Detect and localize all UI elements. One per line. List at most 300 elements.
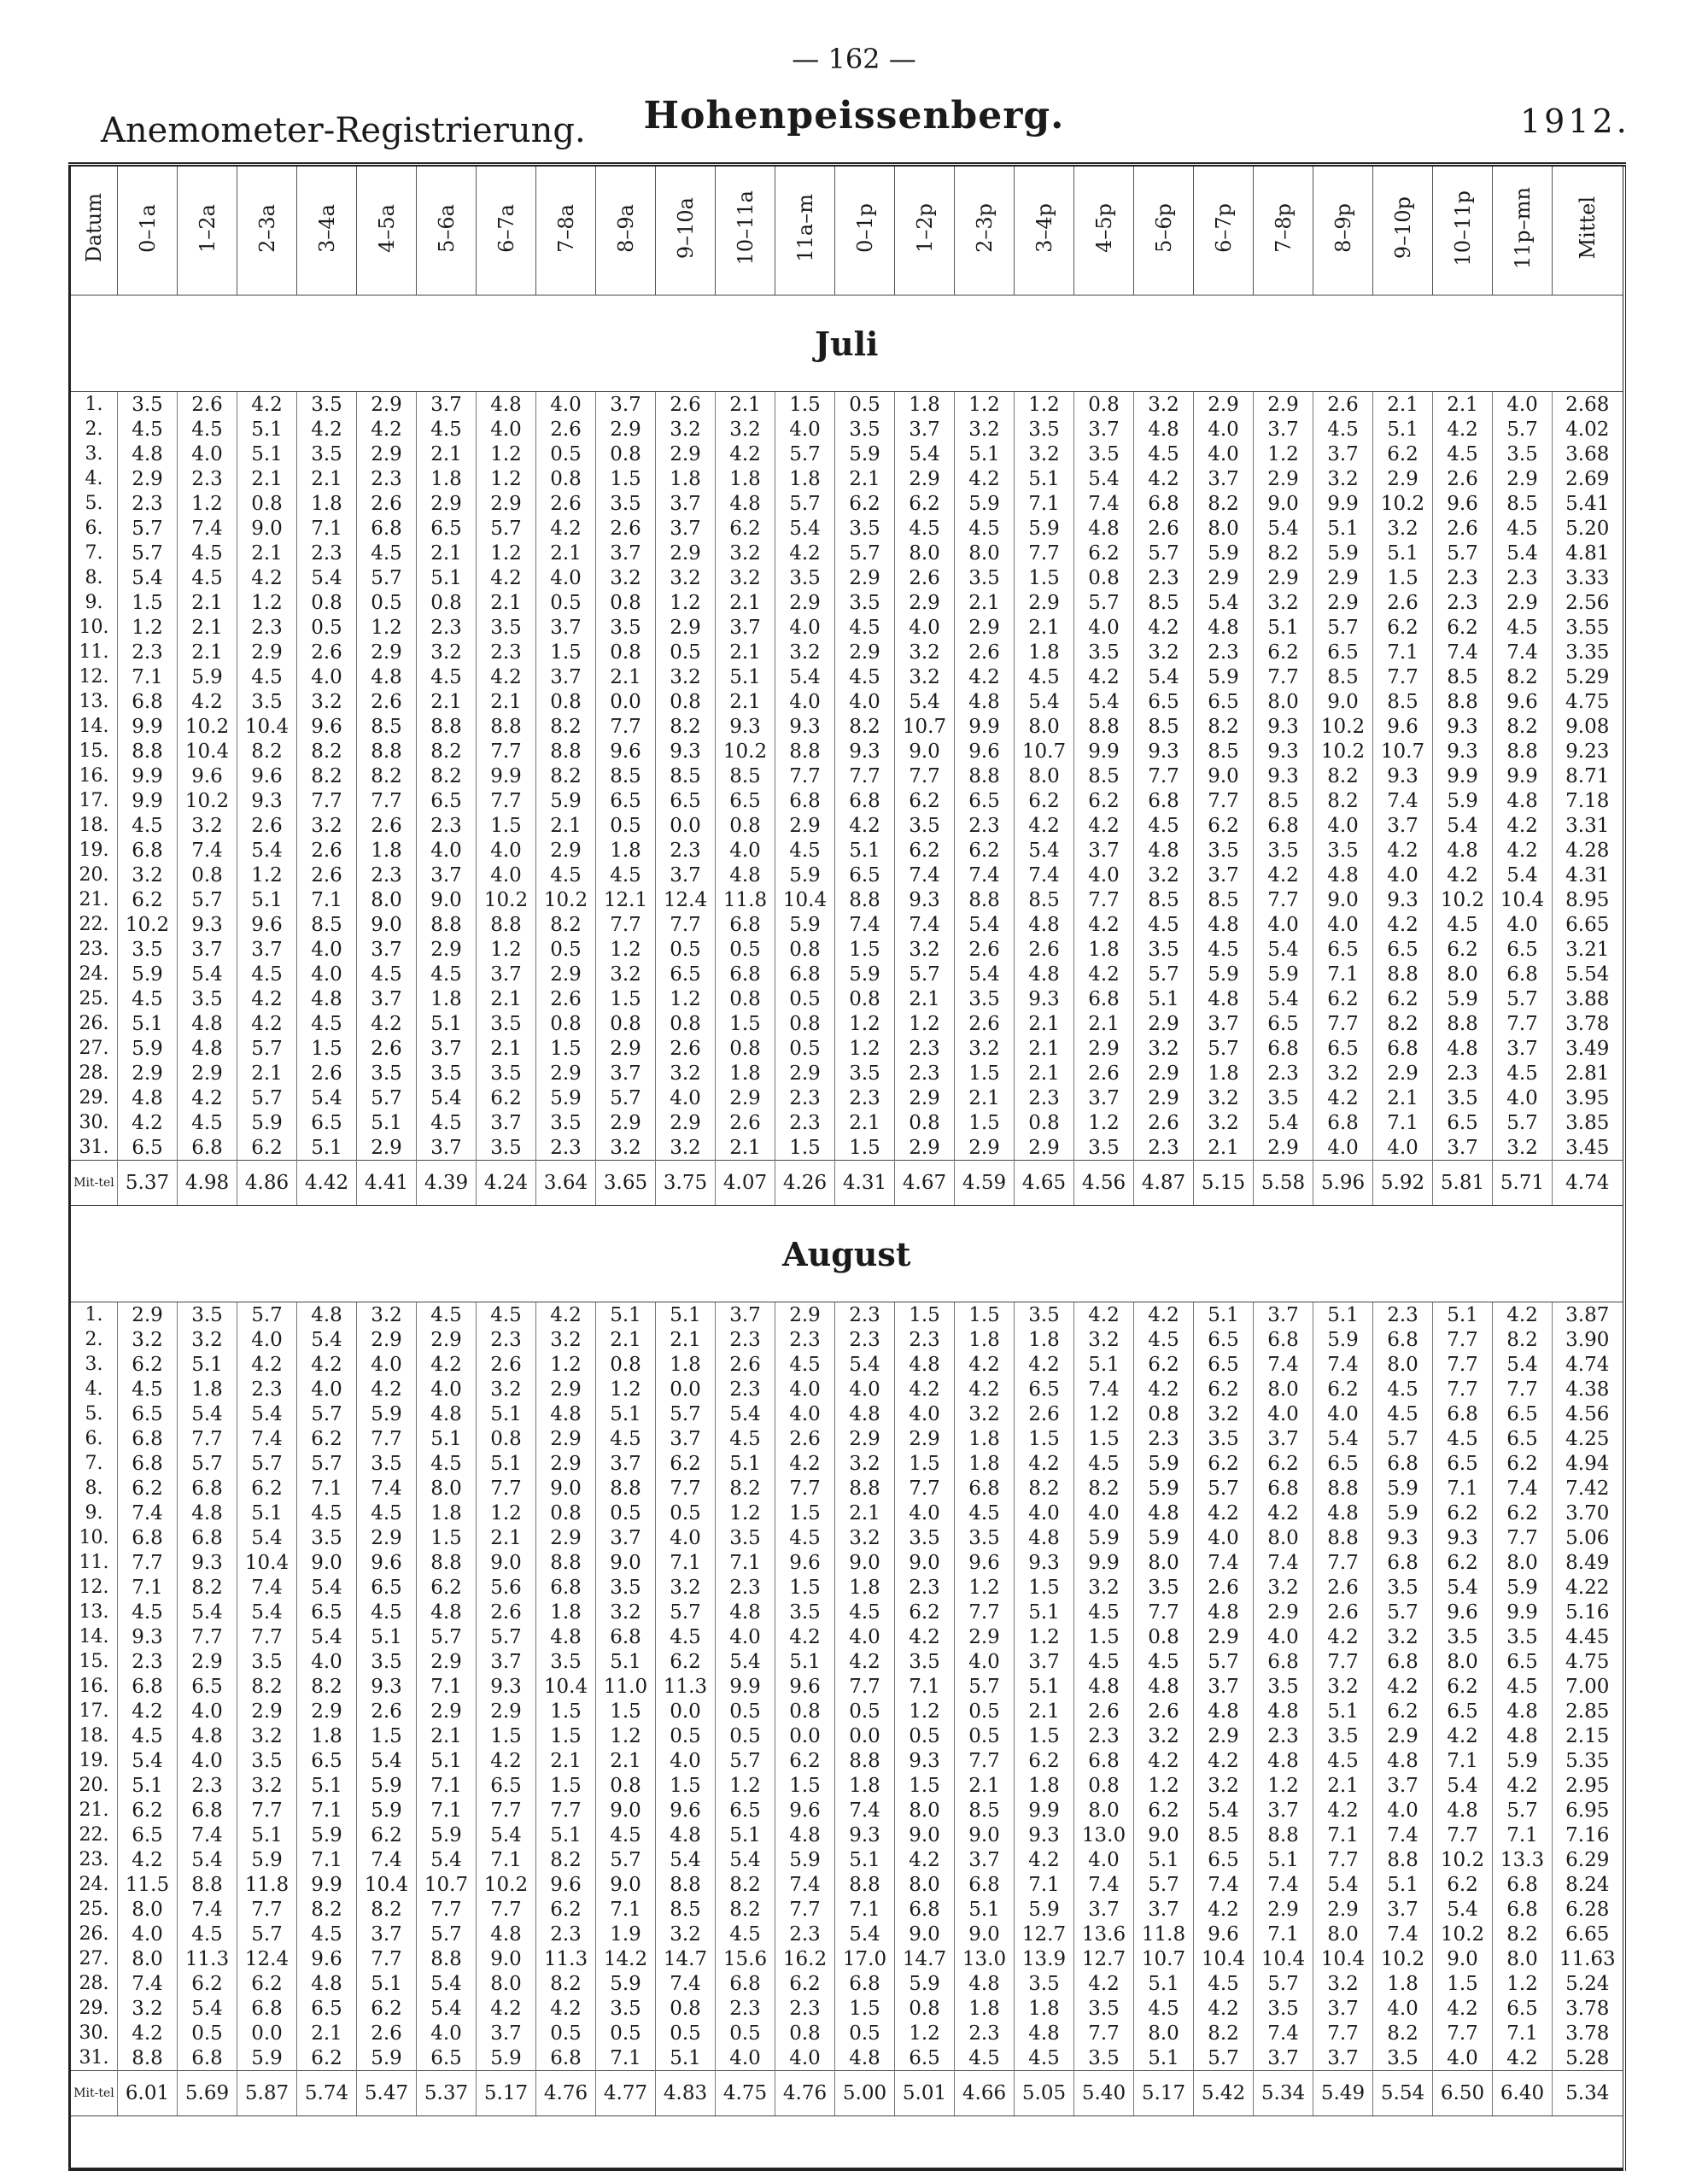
hour-value-cell: 2.1 <box>716 590 775 615</box>
hour-value-cell: 3.2 <box>297 689 357 714</box>
hour-value-cell: 5.7 <box>775 442 835 466</box>
hour-value-cell: 0.5 <box>835 392 895 418</box>
daily-mean-cell: 8.24 <box>1553 1872 1624 1897</box>
hour-value-cell: 3.5 <box>178 986 237 1011</box>
hour-value-cell: 6.2 <box>656 1649 716 1674</box>
day-cell: 3. <box>70 442 118 466</box>
day-cell: 27. <box>70 1946 118 1971</box>
hour-value-cell: 4.8 <box>1433 1798 1493 1823</box>
hour-value-cell: 6.5 <box>417 2045 477 2071</box>
hour-value-cell: 4.2 <box>536 1302 596 1328</box>
hour-value-cell: 8.2 <box>1493 1922 1553 1946</box>
column-header-hour <box>1313 165 1373 296</box>
table-row <box>70 541 1624 565</box>
hour-value-cell: 6.5 <box>1373 937 1433 962</box>
hour-value-cell: 3.7 <box>1313 1996 1373 2021</box>
hour-value-cell: 9.3 <box>237 788 297 813</box>
hour-value-cell: 6.5 <box>1194 689 1254 714</box>
hour-value-cell: 6.2 <box>1433 1501 1493 1525</box>
hour-value-cell: 7.7 <box>357 1946 417 1971</box>
hour-value-cell: 4.8 <box>835 2045 895 2071</box>
hour-value-cell: 6.5 <box>178 1674 237 1699</box>
hour-value-cell: 2.9 <box>118 1302 178 1328</box>
hour-value-cell: 7.7 <box>1313 1011 1373 1036</box>
hour-value-cell: 0.8 <box>656 1011 716 1036</box>
hour-value-cell: 8.8 <box>1313 1476 1373 1501</box>
hour-value-cell: 6.8 <box>1313 1110 1373 1135</box>
column-header-hour <box>835 165 895 296</box>
hour-value-cell: 7.7 <box>955 1748 1015 1773</box>
hour-value-cell: 1.5 <box>536 1773 596 1798</box>
day-cell: 14. <box>70 714 118 739</box>
hour-value-cell: 2.6 <box>536 417 596 442</box>
hour-value-cell: 3.2 <box>178 1327 237 1352</box>
hour-value-cell: 7.7 <box>1134 764 1194 788</box>
hour-value-cell: 8.8 <box>417 1550 477 1575</box>
day-cell: 1. <box>70 1302 118 1328</box>
hour-value-cell: 3.2 <box>1254 1575 1313 1600</box>
hour-value-cell: 9.3 <box>1433 1525 1493 1550</box>
hour-value-cell: 3.2 <box>835 1451 895 1476</box>
hour-value-cell: 4.5 <box>417 664 477 689</box>
hour-value-cell: 0.5 <box>955 1699 1015 1723</box>
hour-value-cell: 4.8 <box>1194 1600 1254 1624</box>
hour-value-cell: 2.6 <box>775 1426 835 1451</box>
hour-value-cell: 6.2 <box>1373 1699 1433 1723</box>
hour-value-cell: 4.8 <box>536 1401 596 1426</box>
hour-value-cell: 4.2 <box>1373 1674 1433 1699</box>
hour-value-cell: 5.9 <box>357 1773 417 1798</box>
hour-value-cell: 3.5 <box>1493 442 1553 466</box>
day-cell: 11. <box>70 640 118 664</box>
hour-value-cell: 6.2 <box>417 1575 477 1600</box>
hour-value-cell: 2.9 <box>656 615 716 640</box>
hour-value-cell: 1.2 <box>1254 1773 1313 1798</box>
hour-value-cell: 7.7 <box>536 1798 596 1823</box>
hour-value-cell: 4.5 <box>656 1624 716 1649</box>
hour-value-cell: 1.8 <box>1074 937 1134 962</box>
hour-value-cell: 3.2 <box>895 640 955 664</box>
hour-value-cell: 5.9 <box>1134 1451 1194 1476</box>
hour-value-cell: 6.8 <box>536 2045 596 2071</box>
hour-value-cell: 2.3 <box>1254 1723 1313 1748</box>
table-row <box>70 1624 1624 1649</box>
hour-value-cell: 9.9 <box>1015 1798 1074 1823</box>
hour-value-cell: 9.3 <box>1015 986 1074 1011</box>
hour-value-cell: 8.8 <box>1373 962 1433 986</box>
hour-value-cell: 6.8 <box>1373 1036 1433 1061</box>
hour-value-cell: 1.2 <box>118 615 178 640</box>
hour-value-cell: 5.4 <box>835 1922 895 1946</box>
table-row <box>70 590 1624 615</box>
hour-value-cell: 3.7 <box>536 664 596 689</box>
hour-value-cell: 8.0 <box>357 887 417 912</box>
hour-value-cell: 2.3 <box>1134 565 1194 590</box>
hour-value-cell: 5.7 <box>1433 541 1493 565</box>
table-row <box>70 1036 1624 1061</box>
hour-value-cell: 6.5 <box>656 788 716 813</box>
hour-value-cell: 7.7 <box>357 1426 417 1451</box>
hour-value-cell: 4.2 <box>1313 1798 1373 1823</box>
hour-value-cell: 8.0 <box>1493 1550 1553 1575</box>
hour-value-cell: 9.3 <box>775 714 835 739</box>
hour-value-cell: 5.9 <box>357 1798 417 1823</box>
hour-value-cell: 0.8 <box>417 590 477 615</box>
hour-value-cell: 9.3 <box>1015 1823 1074 1847</box>
hour-value-cell: 6.2 <box>118 887 178 912</box>
hour-value-cell: 4.8 <box>178 1501 237 1525</box>
hour-value-cell: 5.9 <box>1134 1525 1194 1550</box>
hour-value-cell: 3.5 <box>297 392 357 418</box>
hour-value-cell: 2.3 <box>895 1575 955 1600</box>
hour-value-cell: 2.1 <box>1373 1086 1433 1110</box>
hour-value-cell: 3.2 <box>596 565 656 590</box>
hour-value-cell: 7.4 <box>1373 1922 1433 1946</box>
hour-value-cell: 4.0 <box>656 1748 716 1773</box>
day-cell: 6. <box>70 516 118 541</box>
hour-value-cell: 9.6 <box>1433 491 1493 516</box>
hour-value-cell: 6.5 <box>297 1996 357 2021</box>
column-header-hour <box>1373 165 1433 296</box>
hour-value-cell: 0.8 <box>1074 1773 1134 1798</box>
hour-value-cell: 5.4 <box>297 1575 357 1600</box>
hour-value-cell: 4.8 <box>1313 1501 1373 1525</box>
hour-value-cell: 2.6 <box>477 1352 536 1377</box>
hour-value-cell: 4.2 <box>1015 1451 1074 1476</box>
hour-value-cell: 8.8 <box>118 739 178 764</box>
table-row <box>70 1600 1624 1624</box>
hour-value-cell: 2.6 <box>477 1600 536 1624</box>
hour-value-cell: 9.0 <box>536 1476 596 1501</box>
hour-value-cell: 2.1 <box>237 1061 297 1086</box>
column-header-hour <box>477 165 536 296</box>
hour-value-cell: 7.7 <box>955 1600 1015 1624</box>
hour-value-cell: 4.8 <box>1194 615 1254 640</box>
table-row <box>70 1501 1624 1525</box>
hour-value-cell: 3.5 <box>536 1110 596 1135</box>
hour-value-cell: 10.4 <box>237 714 297 739</box>
hour-value-cell: 7.4 <box>1493 1476 1553 1501</box>
hour-value-cell: 5.1 <box>1373 417 1433 442</box>
mean-value-cell: 4.83 <box>656 2071 716 2116</box>
hour-value-cell: 4.8 <box>1015 912 1074 937</box>
hour-value-cell: 5.4 <box>1433 1773 1493 1798</box>
day-cell: 26. <box>70 1922 118 1946</box>
daily-mean-cell: 4.81 <box>1553 541 1624 565</box>
hour-value-cell: 3.7 <box>477 1110 536 1135</box>
hour-value-cell: 3.2 <box>716 417 775 442</box>
hour-value-cell: 6.5 <box>118 1135 178 1161</box>
hour-value-cell: 1.2 <box>477 541 536 565</box>
column-header-hour <box>1194 165 1254 296</box>
hour-value-cell: 6.8 <box>1373 1550 1433 1575</box>
table-row <box>70 1674 1624 1699</box>
hour-value-cell: 0.0 <box>656 813 716 838</box>
hour-value-cell: 5.4 <box>417 1971 477 1996</box>
hour-value-cell: 3.2 <box>955 1401 1015 1426</box>
hour-value-cell: 5.4 <box>297 1327 357 1352</box>
hour-value-cell: 4.8 <box>1373 1748 1433 1773</box>
hour-value-cell: 4.0 <box>1074 863 1134 887</box>
daily-mean-cell: 8.49 <box>1553 1550 1624 1575</box>
table-row <box>70 491 1624 516</box>
hour-value-cell: 6.5 <box>1194 1327 1254 1352</box>
hour-value-cell: 3.7 <box>1373 813 1433 838</box>
hour-value-cell: 4.5 <box>357 1600 417 1624</box>
hour-value-cell: 2.1 <box>835 466 895 491</box>
column-header-label: Datum <box>82 193 106 263</box>
mean-value-cell: 5.34 <box>1553 2071 1624 2116</box>
hour-value-cell: 2.9 <box>1194 1624 1254 1649</box>
hour-value-cell: 8.2 <box>1493 664 1553 689</box>
hour-value-cell: 7.1 <box>1373 1110 1433 1135</box>
hour-value-cell: 9.0 <box>895 739 955 764</box>
hour-value-cell: 9.0 <box>596 1872 656 1897</box>
hour-value-cell: 2.9 <box>1074 1036 1134 1061</box>
hour-value-cell: 4.0 <box>1313 813 1373 838</box>
hour-value-cell: 5.1 <box>297 1135 357 1161</box>
hour-value-cell: 13.9 <box>1015 1946 1074 1971</box>
hour-value-cell: 1.2 <box>716 1501 775 1525</box>
hour-value-cell: 4.5 <box>835 664 895 689</box>
hour-value-cell: 0.8 <box>775 2021 835 2045</box>
hour-value-cell: 9.6 <box>955 739 1015 764</box>
day-cell: 21. <box>70 1798 118 1823</box>
hour-value-cell: 5.1 <box>417 565 477 590</box>
hour-value-cell: 4.5 <box>1134 912 1194 937</box>
hour-value-cell: 4.2 <box>1194 1897 1254 1922</box>
hour-value-cell: 5.9 <box>1194 664 1254 689</box>
column-header-label: 0–1p <box>852 203 877 253</box>
hour-value-cell: 7.4 <box>178 516 237 541</box>
hour-value-cell: 4.0 <box>1194 417 1254 442</box>
hour-value-cell: 4.5 <box>477 1302 536 1328</box>
hour-value-cell: 12.1 <box>596 887 656 912</box>
hour-value-cell: 6.2 <box>1015 788 1074 813</box>
hour-value-cell: 5.7 <box>895 962 955 986</box>
hour-value-cell: 6.5 <box>297 1600 357 1624</box>
day-cell: 17. <box>70 788 118 813</box>
hour-value-cell: 3.7 <box>1015 1649 1074 1674</box>
hour-value-cell: 5.9 <box>237 1110 297 1135</box>
hour-value-cell: 4.8 <box>1194 986 1254 1011</box>
table-row <box>70 1550 1624 1575</box>
hour-value-cell: 6.2 <box>1254 1451 1313 1476</box>
hour-value-cell: 2.1 <box>477 1525 536 1550</box>
hour-value-cell: 3.7 <box>1493 1036 1553 1061</box>
hour-value-cell: 3.5 <box>118 392 178 418</box>
hour-value-cell: 7.7 <box>1134 1600 1194 1624</box>
hour-value-cell: 2.1 <box>417 442 477 466</box>
hour-value-cell: 6.8 <box>716 1971 775 1996</box>
hour-value-cell: 1.2 <box>895 1011 955 1036</box>
hour-value-cell: 1.8 <box>716 1061 775 1086</box>
hour-value-cell: 1.5 <box>656 1773 716 1798</box>
hour-value-cell: 3.7 <box>1433 1135 1493 1161</box>
hour-value-cell: 4.2 <box>237 565 297 590</box>
hour-value-cell: 8.8 <box>357 739 417 764</box>
hour-value-cell: 2.9 <box>357 1135 417 1161</box>
hour-value-cell: 8.0 <box>1134 2021 1194 2045</box>
hour-value-cell: 6.5 <box>1493 1649 1553 1674</box>
hour-value-cell: 0.8 <box>596 640 656 664</box>
hour-value-cell: 7.4 <box>1074 491 1134 516</box>
hour-value-cell: 4.2 <box>1433 863 1493 887</box>
column-header-hour <box>297 165 357 296</box>
hour-value-cell: 8.8 <box>178 1872 237 1897</box>
hour-value-cell: 3.5 <box>1433 1624 1493 1649</box>
hour-value-cell: 4.8 <box>1254 1748 1313 1773</box>
mean-value-cell: 5.87 <box>237 2071 297 2116</box>
hour-value-cell: 5.4 <box>716 1649 775 1674</box>
mean-row <box>70 1161 1624 1206</box>
hour-value-cell: 4.0 <box>1493 912 1553 937</box>
hour-value-cell: 9.3 <box>1433 739 1493 764</box>
column-header-label: 6–7a <box>494 203 518 253</box>
mean-value-cell: 5.69 <box>178 2071 237 2116</box>
hour-value-cell: 5.7 <box>1194 1036 1254 1061</box>
hour-value-cell: 2.3 <box>1373 1302 1433 1328</box>
table-row <box>70 912 1624 937</box>
table-row <box>70 1946 1624 1971</box>
hour-value-cell: 2.3 <box>775 1922 835 1946</box>
mean-value-cell: 3.64 <box>536 1161 596 1206</box>
hour-value-cell: 9.3 <box>895 1748 955 1773</box>
hour-value-cell: 7.7 <box>237 1624 297 1649</box>
table-row <box>70 516 1624 541</box>
hour-value-cell: 2.3 <box>1493 565 1553 590</box>
hour-value-cell: 3.7 <box>1313 442 1373 466</box>
hour-value-cell: 6.5 <box>955 788 1015 813</box>
hour-value-cell: 2.9 <box>536 1377 596 1401</box>
page-number: — 162 — <box>792 43 916 75</box>
hour-value-cell: 6.5 <box>1313 1036 1373 1061</box>
hour-value-cell: 4.0 <box>895 615 955 640</box>
hour-value-cell: 5.7 <box>417 1922 477 1946</box>
hour-value-cell: 5.9 <box>1313 1327 1373 1352</box>
hour-value-cell: 6.2 <box>775 1971 835 1996</box>
hour-value-cell: 2.1 <box>417 541 477 565</box>
hour-value-cell: 6.8 <box>178 1476 237 1501</box>
hour-value-cell: 4.8 <box>297 986 357 1011</box>
day-cell: 9. <box>70 1501 118 1525</box>
daily-mean-cell: 6.95 <box>1553 1798 1624 1823</box>
hour-value-cell: 5.7 <box>835 541 895 565</box>
hour-value-cell: 4.0 <box>835 689 895 714</box>
hour-value-cell: 8.2 <box>1254 541 1313 565</box>
table-row <box>70 1302 1624 1328</box>
table-row <box>70 1823 1624 1847</box>
table-row <box>70 1971 1624 1996</box>
hour-value-cell: 3.2 <box>237 1773 297 1798</box>
hour-value-cell: 0.8 <box>895 1996 955 2021</box>
hour-value-cell: 2.3 <box>895 1061 955 1086</box>
hour-value-cell: 1.5 <box>1074 1624 1134 1649</box>
hour-value-cell: 7.7 <box>1313 1649 1373 1674</box>
day-cell: 13. <box>70 1600 118 1624</box>
hour-value-cell: 2.6 <box>1194 1575 1254 1600</box>
hour-value-cell: 7.1 <box>596 2045 656 2071</box>
day-cell: 26. <box>70 1011 118 1036</box>
day-cell: 12. <box>70 664 118 689</box>
hour-value-cell: 7.7 <box>417 1897 477 1922</box>
hour-value-cell: 1.2 <box>1015 1624 1074 1649</box>
hour-value-cell: 11.0 <box>596 1674 656 1699</box>
hour-value-cell: 7.7 <box>1074 887 1134 912</box>
daily-mean-cell: 3.87 <box>1553 1302 1624 1328</box>
hour-value-cell: 2.9 <box>835 1426 895 1451</box>
daily-mean-cell: 2.15 <box>1553 1723 1624 1748</box>
hour-value-cell: 2.9 <box>656 442 716 466</box>
hour-value-cell: 4.0 <box>775 689 835 714</box>
hour-value-cell: 6.2 <box>297 2045 357 2071</box>
hour-value-cell: 4.5 <box>118 1723 178 1748</box>
hour-value-cell: 0.8 <box>716 1036 775 1061</box>
hour-value-cell: 7.4 <box>1194 1872 1254 1897</box>
hour-value-cell: 1.5 <box>477 1723 536 1748</box>
hour-value-cell: 1.8 <box>357 838 417 863</box>
hour-value-cell: 5.7 <box>297 1451 357 1476</box>
hour-value-cell: 4.5 <box>1433 1426 1493 1451</box>
hour-value-cell: 5.7 <box>1074 590 1134 615</box>
hour-value-cell: 2.9 <box>357 442 417 466</box>
hour-value-cell: 2.9 <box>596 417 656 442</box>
hour-value-cell: 4.2 <box>775 1451 835 1476</box>
hour-value-cell: 8.8 <box>955 764 1015 788</box>
hour-value-cell: 3.7 <box>1254 417 1313 442</box>
hour-value-cell: 9.6 <box>297 1946 357 1971</box>
hour-value-cell: 3.7 <box>1373 1897 1433 1922</box>
hour-value-cell: 2.6 <box>1313 1600 1373 1624</box>
hour-value-cell: 9.6 <box>596 739 656 764</box>
hour-value-cell: 4.2 <box>1015 1352 1074 1377</box>
hour-value-cell: 0.8 <box>835 986 895 1011</box>
column-header-date <box>70 165 118 296</box>
hour-value-cell: 3.2 <box>1134 1036 1194 1061</box>
hour-value-cell: 4.2 <box>955 664 1015 689</box>
hour-value-cell: 2.6 <box>536 491 596 516</box>
hour-value-cell: 5.4 <box>1433 1575 1493 1600</box>
hour-value-cell: 2.3 <box>237 1377 297 1401</box>
hour-value-cell: 2.9 <box>1254 1600 1313 1624</box>
hour-value-cell: 3.7 <box>596 1451 656 1476</box>
hour-value-cell: 7.1 <box>477 1847 536 1872</box>
hour-value-cell: 5.7 <box>716 1748 775 1773</box>
hour-value-cell: 4.0 <box>1194 442 1254 466</box>
hour-value-cell: 4.0 <box>955 1649 1015 1674</box>
hour-value-cell: 3.2 <box>1313 466 1373 491</box>
hour-value-cell: 6.2 <box>477 1086 536 1110</box>
hour-value-cell: 5.4 <box>955 962 1015 986</box>
hour-value-cell: 2.1 <box>1373 392 1433 418</box>
hour-value-cell: 2.3 <box>656 838 716 863</box>
column-header-hour <box>237 165 297 296</box>
hour-value-cell: 5.1 <box>417 1426 477 1451</box>
hour-value-cell: 1.5 <box>536 640 596 664</box>
hour-value-cell: 10.4 <box>237 1550 297 1575</box>
hour-value-cell: 2.6 <box>955 640 1015 664</box>
hour-value-cell: 8.2 <box>1015 1476 1074 1501</box>
hour-value-cell: 7.4 <box>237 1426 297 1451</box>
daily-mean-cell: 3.85 <box>1553 1110 1624 1135</box>
hour-value-cell: 7.7 <box>477 788 536 813</box>
hour-value-cell: 8.2 <box>357 1897 417 1922</box>
hour-value-cell: 2.6 <box>1015 937 1074 962</box>
hour-value-cell: 8.2 <box>656 714 716 739</box>
hour-value-cell: 6.8 <box>955 1872 1015 1897</box>
day-cell: 14. <box>70 1624 118 1649</box>
hour-value-cell: 5.9 <box>835 442 895 466</box>
